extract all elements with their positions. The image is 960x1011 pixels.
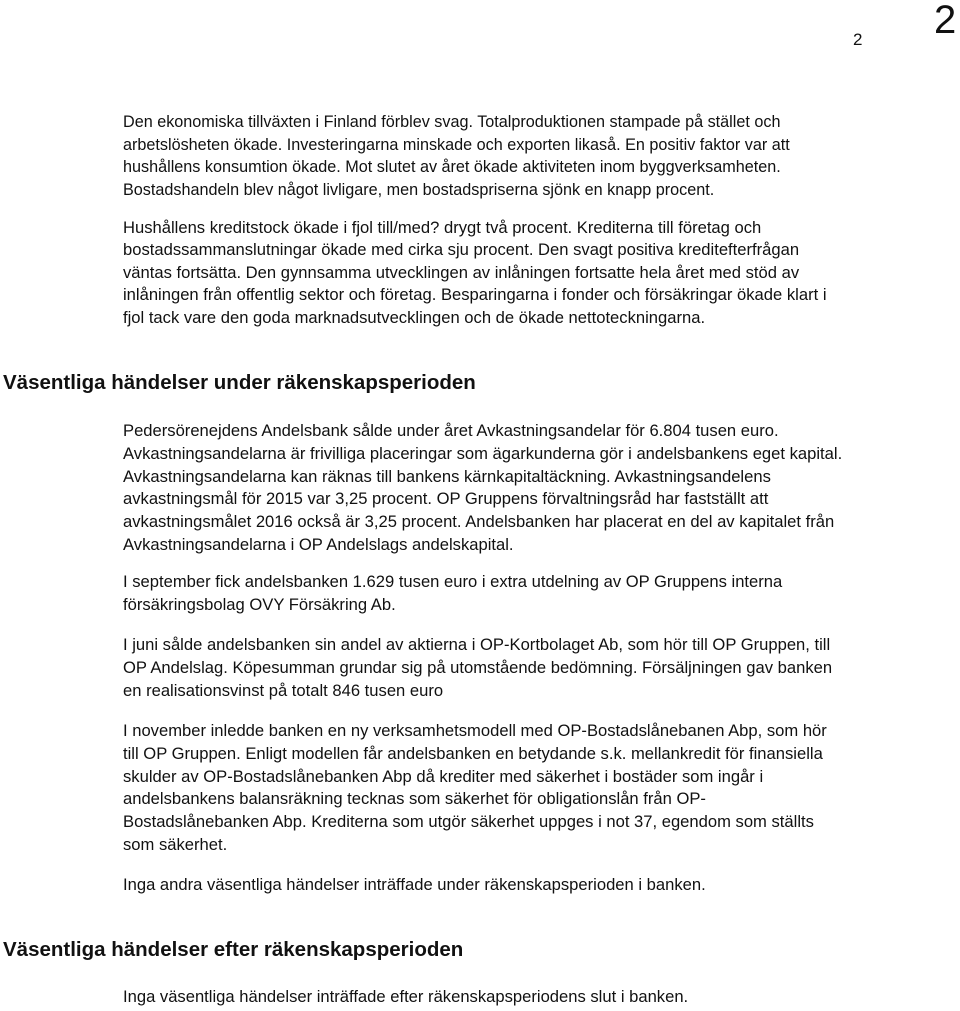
text-line: Bostadslånebanken Abp. Krediterna som utgör säkerhet uppges i not 37, egendom som ställts xyxy=(123,812,814,832)
text-line: Avkastningsandelarna är frivilliga placeringar som ägarkunderna gör i andelsbankens eget kapital. xyxy=(123,443,843,463)
text-line: en realisationsvinst på totalt 846 tusen euro xyxy=(123,680,444,700)
paragraph-no-other-events xyxy=(123,874,706,897)
text-line: I juni sålde andelsbanken sin andel av aktierna i OP-Kortbolaget Ab, som hör till OP Gruppen, till xyxy=(123,635,831,654)
text-line: hushållens konsumtion ökade. Mot slutet av året ökade aktiviteten inom byggverksamheten. xyxy=(123,158,781,177)
text-line: inlåningen från offentlig sektor och företag. Besparingarna i fonder och försäkringar ökade klart i xyxy=(123,285,827,305)
section-heading-events-after: Väsentliga händelser efter räkenskapsperioden xyxy=(3,938,464,961)
paragraph-no-events-after xyxy=(123,986,688,1009)
paragraph-shares xyxy=(123,420,842,557)
text-line: avkastningsmålet 2016 också är 3,25 procent. Andelsbanken har placerat en del av kapitalet från xyxy=(123,512,835,532)
text-line: Pedersörenejdens Andelsbank sålde under året Avkastningsandelar för 6.804 tusen euro. xyxy=(123,421,779,440)
text-line: Bostadshandeln blev något livligare, men bostadspriserna sjönk en knapp procent. xyxy=(123,180,715,199)
paragraph-dividend xyxy=(123,571,782,617)
text-line: skulder av OP-Bostadslånebanken Abp då krediter med säkerhet i bostäder som ingår i xyxy=(123,766,764,786)
text-line: väntas fortsätta. Den gynnsamma utvecklingen av inlåningen fortsatte hela året med stöd av xyxy=(123,262,800,282)
page-number-large: 2 xyxy=(934,0,957,42)
paragraph-economy xyxy=(123,111,790,201)
text-line: Avkastningsandelarna i OP Andelslags andelskapital. xyxy=(123,534,514,554)
paragraph-operating-model xyxy=(123,720,827,857)
text-line: försäkringsbolag OVY Försäkring Ab. xyxy=(123,594,396,614)
paragraph-credit xyxy=(123,217,827,329)
text-line: Avkastningsandelarna kan räknas till bankens kärnkapitaltäckning. Avkastningsandelens xyxy=(123,466,771,486)
paragraph-card-sale xyxy=(123,634,832,702)
text-line: fjol tack vare den goda marknadsutvecklingen och de ökade nettoteckningarna. xyxy=(123,307,706,327)
text-line: andelsbankens balansräkning tecknas som säkerhet för obligationslån från OP- xyxy=(123,789,706,809)
text-line: Den ekonomiska tillväxten i Finland förblev svag. Totalproduktionen stampade på stället och xyxy=(123,113,781,131)
text-line: Inga väsentliga händelser inträffade efter räkenskapsperiodens slut i banken. xyxy=(123,987,689,1006)
section-heading-events-during: Väsentliga händelser under räkenskapsperioden xyxy=(3,371,476,394)
text-line: I september fick andelsbanken 1.629 tusen euro i extra utdelning av OP Gruppens interna xyxy=(123,572,783,591)
text-line: avkastningsmål för 2015 var 3,25 procent. OP Gruppens förvaltningsråd har fastställt att xyxy=(123,489,769,509)
text-line: I november inledde banken en ny verksamhetsmodell med OP-Bostadslånebanen Abp, som hör xyxy=(123,721,827,740)
text-line: till OP Gruppen. Enligt modellen får andelsbanken en betydande s.k. mellankredit för finansiella xyxy=(123,743,823,763)
page-number-small: 2 xyxy=(853,30,863,49)
text-line: OP Andelslag. Köpesumman grundar sig på utomstående bedömning. Försäljningen gav banken xyxy=(123,657,833,677)
text-line: som säkerhet. xyxy=(123,834,228,854)
text-line: bostadssammanslutningar ökade med cirka sju procent. Den svagt positiva kreditefterfrågan xyxy=(123,240,800,260)
text-line: Inga andra väsentliga händelser inträffade under räkenskapsperioden i banken. xyxy=(123,875,706,894)
text-line: arbetslösheten ökade. Investeringarna minskade och exporten likaså. En positiv faktor var att xyxy=(123,135,790,154)
text-line: Hushållens kreditstock ökade i fjol till/med? drygt två procent. Krediterna till företag och xyxy=(123,218,762,237)
